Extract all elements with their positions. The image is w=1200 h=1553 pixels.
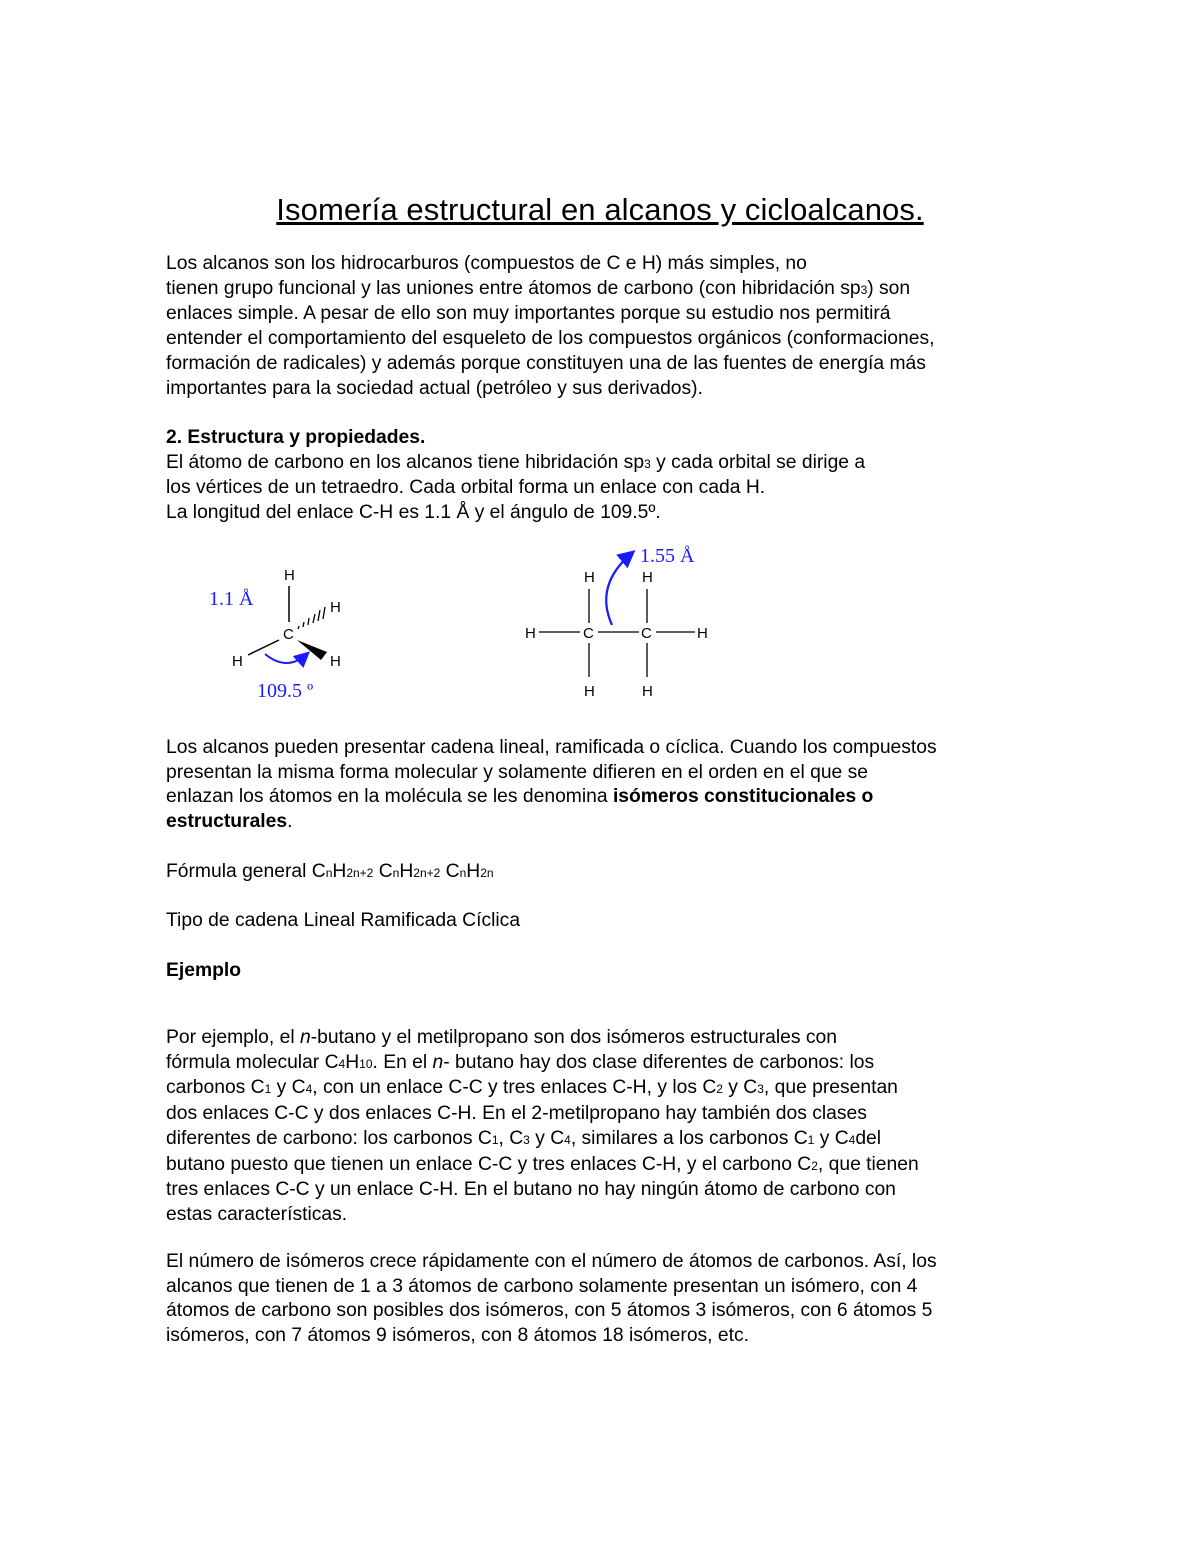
hashed-bond (298, 607, 325, 629)
paragraph-line: dos enlaces C-C y dos enlaces C-H. En el 2-metilpropano hay también dos clases (166, 1103, 867, 1125)
angle-arrow (265, 654, 307, 663)
carbon-atom: C (641, 625, 652, 642)
hydrogen-atom: H (284, 567, 295, 584)
intro-line: entender el comportamiento del esqueleto de los compuestos orgánicos (conformaciones, (166, 328, 935, 350)
paragraph-line: estas características. (166, 1203, 348, 1225)
paragraph-line: butano puesto que tienen un enlace C-C y tres enlaces C-H, y el carbono C2, que tienen (166, 1153, 919, 1175)
isomer-count-paragraph (166, 1250, 1066, 1349)
example-heading: Ejemplo (166, 960, 241, 981)
hydrogen-atom: H (232, 653, 243, 670)
intro-line: tienen grupo funcional y las uniones entre átomos de carbono (con hibridación sp3) son (166, 277, 911, 299)
paragraph-line: El número de isómeros crece rápidamente con el número de átomos de carbonos. Así, los (166, 1251, 937, 1272)
intro-line: importantes para la sociedad actual (petróleo y sus derivados). (166, 377, 703, 399)
paragraph-line: carbonos C1 y C4, con un enlace C-C y tres enlaces C-H, y los C2 y C3, que presentan (166, 1077, 898, 1099)
paragraph-line: presentan la misma forma molecular y solamente difieren en el orden en el que se (166, 761, 868, 783)
formula-cyclic: CnH2n (445, 861, 494, 882)
hydrogen-atom: H (642, 683, 653, 700)
paragraph-line: isómeros, con 7 átomos 9 isómeros, con 8 átomos 18 isómeros, etc. (166, 1325, 749, 1347)
methane-tetrahedral-diagram (195, 560, 375, 705)
carbon-atom: C (583, 625, 594, 642)
hydrogen-atom: H (330, 599, 341, 616)
bond-line (248, 640, 279, 655)
paragraph-line: enlazan los átomos en la molécula se les denomina isómeros constitucionales o (166, 786, 874, 808)
hydrogen-atom: H (584, 569, 595, 586)
section-line: La longitud del enlace C-H es 1.1 Å y el ángulo de 109.5º. (166, 502, 661, 524)
formula-label: Fórmula general (166, 861, 312, 882)
paragraph-line: átomos de carbono son posibles dos isómeros, con 5 átomos 3 isómeros, con 6 átomos 5 (166, 1300, 933, 1322)
paragraph-line: Los alcanos pueden presentar cadena lineal, ramificada o cíclica. Cuando los compuestos (166, 737, 937, 758)
intro-line: formación de radicales) y además porque constituyen una de las fuentes de energía más (166, 352, 926, 374)
paragraph-line: estructurales. (166, 811, 293, 833)
wedge-bond (297, 640, 327, 660)
hydrogen-atom: H (584, 683, 595, 700)
bond-arrow (606, 553, 632, 625)
bond-angle-label: 109.5 º (257, 680, 314, 702)
section-structure (166, 426, 1066, 526)
hydrogen-atom: H (697, 625, 708, 642)
intro-line: enlaces simple. A pesar de ello son muy importantes porque su estudio nos permitirá (166, 303, 891, 325)
paragraph-line: diferentes de carbono: los carbonos C1, C3 y C4, similares a los carbonos C1 y C4del (166, 1127, 882, 1149)
chain-type: Tipo de cadena Lineal Ramificada Cíclica (166, 910, 521, 931)
paragraph-line: tres enlaces C-C y un enlace C-H. En el butano no hay ningún átomo de carbono con (166, 1179, 896, 1201)
hydrogen-atom: H (642, 569, 653, 586)
ethane-structure-diagram (522, 535, 722, 705)
formula-linear: CnH2n+2 (311, 861, 374, 882)
carbon-atom: C (283, 626, 294, 643)
section-line: los vértices de un tetraedro. Cada orbital forma un enlace con cada H. (166, 477, 766, 499)
example-paragraph (166, 1026, 1066, 1228)
isomers-paragraph (166, 736, 1066, 835)
formula-branched: CnH2n+2 (378, 861, 441, 882)
section-line: El átomo de carbono en los alcanos tiene hibridación sp3 y cada orbital se dirige a (166, 451, 866, 473)
intro-paragraph (166, 252, 1066, 401)
bond-length-label: 1.1 Å (209, 588, 254, 610)
paragraph-line: alcanos que tienen de 1 a 3 átomos de carbono solamente presentan un isómero, con 4 (166, 1275, 918, 1297)
paragraph-line: Por ejemplo, el n-butano y el metilpropano son dos isómeros estructurales con (166, 1027, 837, 1048)
section-heading: 2. Estructura y propiedades. (166, 427, 426, 448)
bond-length-label: 1.55 Å (640, 545, 695, 567)
general-formula (166, 860, 1066, 886)
hydrogen-atom: H (525, 625, 536, 642)
hydrogen-atom: H (330, 653, 341, 670)
page-title: Isomería estructural en alcanos y cicloalcanos. (276, 192, 924, 227)
intro-line: Los alcanos son los hidrocarburos (compuestos de C e H) más simples, no (166, 253, 807, 274)
paragraph-line: fórmula molecular C4H10. En el n- butano hay dos clase diferentes de carbonos: los (166, 1051, 875, 1073)
